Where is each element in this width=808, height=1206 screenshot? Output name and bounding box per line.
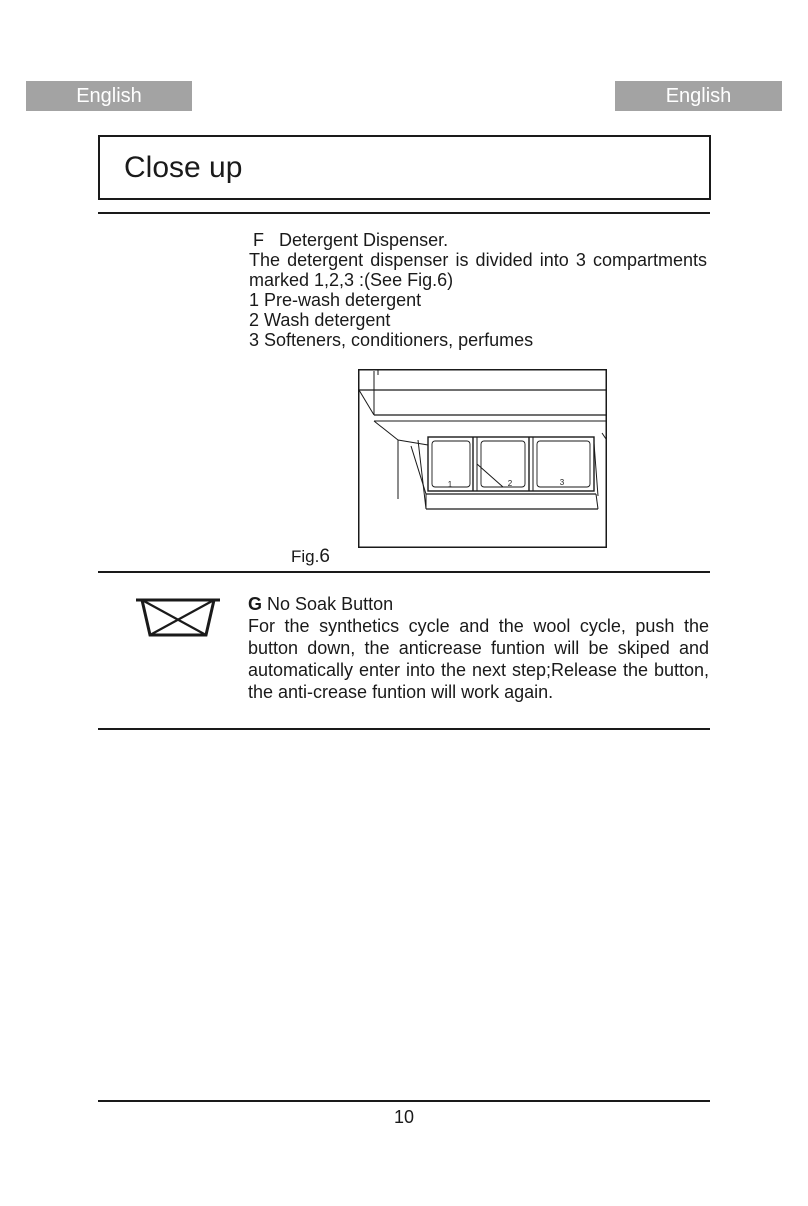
compartment-label-3: 3 <box>559 478 565 487</box>
section-divider-middle <box>98 571 710 573</box>
page-title: Close up <box>124 151 243 184</box>
section-g-title: No Soak Button <box>267 594 394 614</box>
list-item: 2 Wash detergent <box>249 310 391 330</box>
figure-caption-number: 6 <box>319 546 330 567</box>
page-title-box <box>98 135 711 200</box>
section-g-body: For the synthetics cycle and the wool cycle, push the button down, the anticrease funtion will be skiped and automatically enter into the next step;Release the button, the anti-crease funtion will work again. <box>248 616 709 702</box>
no-soak-wash-tub-icon <box>135 597 221 637</box>
page-number: 10 <box>393 1107 415 1127</box>
section-g-heading <box>248 593 709 615</box>
language-tab-right: English <box>615 81 782 111</box>
language-tab-left: English <box>26 81 192 111</box>
footer-divider <box>98 1100 710 1102</box>
list-item: 1 Pre-wash detergent <box>249 290 422 310</box>
compartment-label-2: 2 <box>507 479 513 488</box>
detergent-dispenser-figure <box>358 369 607 548</box>
section-g-letter: G <box>248 594 263 614</box>
figure-caption <box>291 547 330 567</box>
section-f-heading <box>249 230 707 250</box>
section-f-letter: F <box>253 230 264 250</box>
section-detergent-dispenser <box>249 230 707 350</box>
figure-caption-prefix: Fig. <box>291 547 320 566</box>
section-f-intro: The detergent dispenser is divided into 3 compartments marked 1,2,3 :(See Fig.6) <box>249 250 707 290</box>
compartment-label-1: 1 <box>447 480 453 489</box>
section-no-soak-button <box>248 593 709 703</box>
section-divider-top <box>98 212 710 214</box>
section-divider-bottom <box>98 728 710 730</box>
list-item: 3 Softeners, conditioners, perfumes <box>249 330 534 350</box>
section-f-title: Detergent Dispenser. <box>279 230 449 250</box>
